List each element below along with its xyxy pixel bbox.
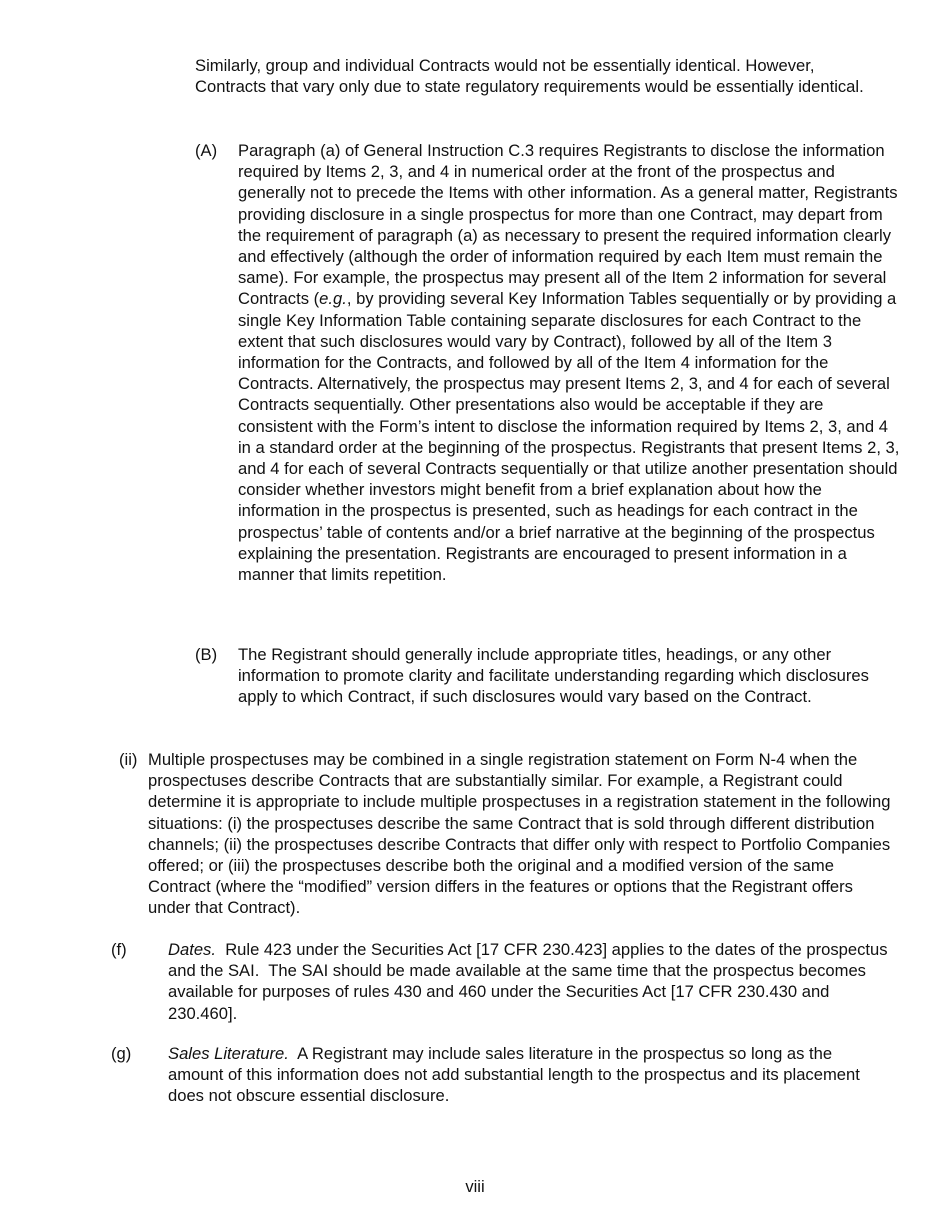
paragraph-f (111, 939, 891, 1024)
clause-ii-label: (ii) (119, 750, 138, 769)
subparagraph-a-text (238, 140, 900, 585)
paragraph-g-heading: Sales Literature. (168, 1044, 289, 1063)
paragraph-g (111, 1043, 891, 1107)
paragraph-g-text (168, 1043, 891, 1107)
paragraph-g-label: (g) (111, 1044, 132, 1063)
paragraph-f-body: Rule 423 under the Securities Act [17 CFR 230.423] applies to the dates of the prospectus and the SAI. The SAI should be made available at the same time that the prospectus becomes available for purposes of rules 430 and 460 under the Securities Act [17 CFR 230.430 and 230.460]. (168, 940, 893, 1023)
subparagraph-a-text-part2: , by providing several Key Information Tables sequentially or by providing a single Key Information Table containing separate disclosures for each Contract to the extent that such disclosures would vary by Contract), followed by all of the Item 3 information for the Contracts, and followed by all of the Item 4 information for the Contracts. Alternatively, the prospectus may present Items 2, 3, and 4 for each of several Contracts sequentially. Other presentations also would be acceptable if they are consistent with the Form’s intent to disclose the information required by Items 2, 3, and 4 in a standard order at the beginning of the prospectus. Registrants that present Items 2, 3, and 4 for each of several Contracts sequentially or that utilize another presentation should consider whether investors might benefit from a brief explanation about how the information in the prospectus is presented, such as headings for each contract in the prospectus’ table of contents and/or a brief narrative at the beginning of the prospectus explaining the presentation. Registrants are encouraged to present information in a manner that limits repetition. (238, 289, 900, 585)
paragraph-f-label: (f) (111, 940, 127, 959)
clause-ii-text: Multiple prospectuses may be combined in a single registration statement on Form N-4 when the prospectuses describe Contracts that are substantially similar. For example, a Registrant could determine it is appropriate to include multiple prospectuses in a registration statement in the following situations: (i) the prospectuses describe the same Contract that is sold through different distribution channels; (ii) the prospectuses describe Contracts that differ only with respect to Portfolio Companies offered; or (iii) the prospectuses describe both the original and a modified version of the same Contract (where the “modified” version differs in the features or options that the Registrant offers under that Contract). (148, 750, 891, 918)
subparagraph-a-text-part1: Paragraph (a) of General Instruction C.3 requires Registrants to disclose the information required by Items 2, 3, and 4 in numerical order at the front of the prospectus and generally not to precede the Items with other information. As a general matter, Registrants providing disclosure in a single prospectus for more than one Contract, may depart from the requirement of paragraph (a) as necessary to present the required information clearly and effectively (although the order of information required by each Item must remain the same). For example, the prospectus may present all of the Item 2 information for several Contracts ( (238, 141, 898, 309)
subparagraph-b (195, 644, 900, 708)
intro-text: Similarly, group and individual Contracts would not be essentially identical. However, Contracts that vary only due to state regulatory requirements would be essentially identical. (195, 56, 864, 97)
intro-paragraph (195, 55, 885, 97)
clause-ii (119, 749, 899, 919)
subparagraph-a-label: (A) (195, 141, 218, 160)
subparagraph-b-text: The Registrant should generally include appropriate titles, headings, or any other information to promote clarity and facilitate understanding regarding which disclosures apply to which Contract, if such disclosures would vary based on the Contract. (238, 645, 869, 707)
subparagraph-a-eg: e.g. (319, 289, 347, 309)
paragraph-g-body: A Registrant may include sales literature in the prospectus so long as the amount of this information does not add substantial length to the prospectus and its placement does not obscure essential disclosure. (168, 1044, 865, 1106)
page-number: viii (465, 1177, 485, 1196)
paragraph-f-text (168, 939, 891, 1024)
subparagraph-a (195, 140, 900, 585)
paragraph-f-heading: Dates. (168, 940, 216, 959)
subparagraph-b-label: (B) (195, 645, 218, 664)
